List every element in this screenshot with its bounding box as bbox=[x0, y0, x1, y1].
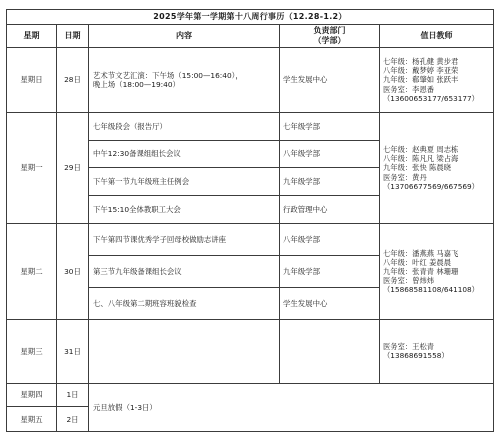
teacher-line: 医务室：李恩番 bbox=[383, 84, 435, 94]
weekday-cell: 星期一 bbox=[7, 112, 57, 223]
weekday-cell: 星期四 bbox=[7, 383, 57, 407]
teacher-cell bbox=[380, 224, 494, 320]
department-cell: 学生发展中心 bbox=[280, 48, 380, 113]
holiday-cell: 元旦放假（1-3日） bbox=[89, 383, 494, 431]
content-cell bbox=[89, 48, 280, 113]
department-cell: 行政管理中心 bbox=[280, 196, 380, 224]
teacher-line: 九年级：郗肇如 张跃丰 bbox=[383, 75, 459, 85]
weekday-cell: 星期二 bbox=[7, 224, 57, 320]
table-row-tuesday bbox=[7, 224, 494, 256]
teacher-line: 九年级：张快 陈晨晓 bbox=[383, 163, 451, 173]
header-date: 日期 bbox=[57, 25, 89, 48]
title-row bbox=[7, 10, 494, 25]
date-cell: 1日 bbox=[57, 383, 89, 407]
content-cell: 七、八年级第二期班容班貌检查 bbox=[89, 287, 280, 319]
table-row-wednesday bbox=[7, 319, 494, 383]
department-cell: 九年级学部 bbox=[280, 168, 380, 196]
header-department-line2: （学部） bbox=[313, 36, 346, 46]
table-row-thursday bbox=[7, 383, 494, 407]
content-cell: 下午第四节课优秀学子回母校做励志讲座 bbox=[89, 224, 280, 256]
header-row bbox=[7, 25, 494, 48]
teacher-line: 医务室：王松青 bbox=[383, 342, 435, 352]
table-row-monday bbox=[7, 112, 494, 140]
teacher-cell bbox=[380, 319, 494, 383]
weekday-cell: 星期日 bbox=[7, 48, 57, 113]
teacher-cell bbox=[380, 112, 494, 223]
content-cell bbox=[89, 319, 280, 383]
department-cell bbox=[280, 319, 380, 383]
content-line: 艺术节文艺汇演：下午场（15:00—16:40）， bbox=[93, 70, 243, 80]
teacher-line: 八年级：陈凡凡 梁占海 bbox=[383, 154, 459, 164]
header-teacher: 值日教师 bbox=[380, 25, 494, 48]
header-department-line1: 负责部门 bbox=[313, 26, 346, 36]
date-cell: 2日 bbox=[57, 407, 89, 432]
content-cell: 第三节九年级备课组长会议 bbox=[89, 255, 280, 287]
content-cell: 下午第一节九年级班主任例会 bbox=[89, 168, 280, 196]
date-cell: 28日 bbox=[57, 48, 89, 113]
teacher-line: 七年级：赵典夏 周志栋 bbox=[383, 145, 459, 155]
header-department bbox=[280, 25, 380, 48]
teacher-line: 八年级：戴梦婷 李亚荣 bbox=[383, 66, 459, 76]
teacher-line: 医务室：黄丹 bbox=[383, 172, 427, 182]
date-cell: 30日 bbox=[57, 224, 89, 320]
teacher-line: 七年级：杨孔健 黄步君 bbox=[383, 57, 459, 67]
teacher-line: （13706677569/667569） bbox=[383, 181, 479, 191]
weekday-cell: 星期五 bbox=[7, 407, 57, 432]
teacher-line: （13600653177/653177） bbox=[383, 93, 479, 103]
content-line: 晚上场（18:00—19:40） bbox=[93, 80, 180, 89]
teacher-line: 七年级：潘燕燕 马嘉飞 bbox=[383, 248, 459, 258]
header-weekday: 星期 bbox=[7, 25, 57, 48]
schedule-title: 2025学年第一学期第十八周行事历（12.28-1.2） bbox=[7, 10, 494, 25]
weekday-cell: 星期三 bbox=[7, 319, 57, 383]
teacher-cell bbox=[380, 48, 494, 113]
header-content: 内容 bbox=[89, 25, 280, 48]
content-cell: 中午12:30备课组组长会议 bbox=[89, 140, 280, 168]
department-cell: 九年级学部 bbox=[280, 255, 380, 287]
date-cell: 29日 bbox=[57, 112, 89, 223]
department-cell: 八年级学部 bbox=[280, 140, 380, 168]
teacher-line: （13868691558） bbox=[383, 351, 449, 361]
department-cell: 八年级学部 bbox=[280, 224, 380, 256]
content-cell: 下午15:10全体教职工大会 bbox=[89, 196, 280, 224]
date-cell: 31日 bbox=[57, 319, 89, 383]
teacher-line: 九年级：张青青 林珊珊 bbox=[383, 266, 459, 276]
teacher-line: 八年级：叶红 姜晨晨 bbox=[383, 257, 451, 267]
department-cell: 学生发展中心 bbox=[280, 287, 380, 319]
teacher-line: 医务室：曾炜炜 bbox=[383, 275, 435, 285]
content-cell: 七年级段会（报告厅） bbox=[89, 112, 280, 140]
weekly-schedule-table bbox=[6, 9, 494, 432]
teacher-line: （15868581108/641108） bbox=[383, 285, 479, 295]
department-cell: 七年级学部 bbox=[280, 112, 380, 140]
table-row-sunday bbox=[7, 48, 494, 113]
